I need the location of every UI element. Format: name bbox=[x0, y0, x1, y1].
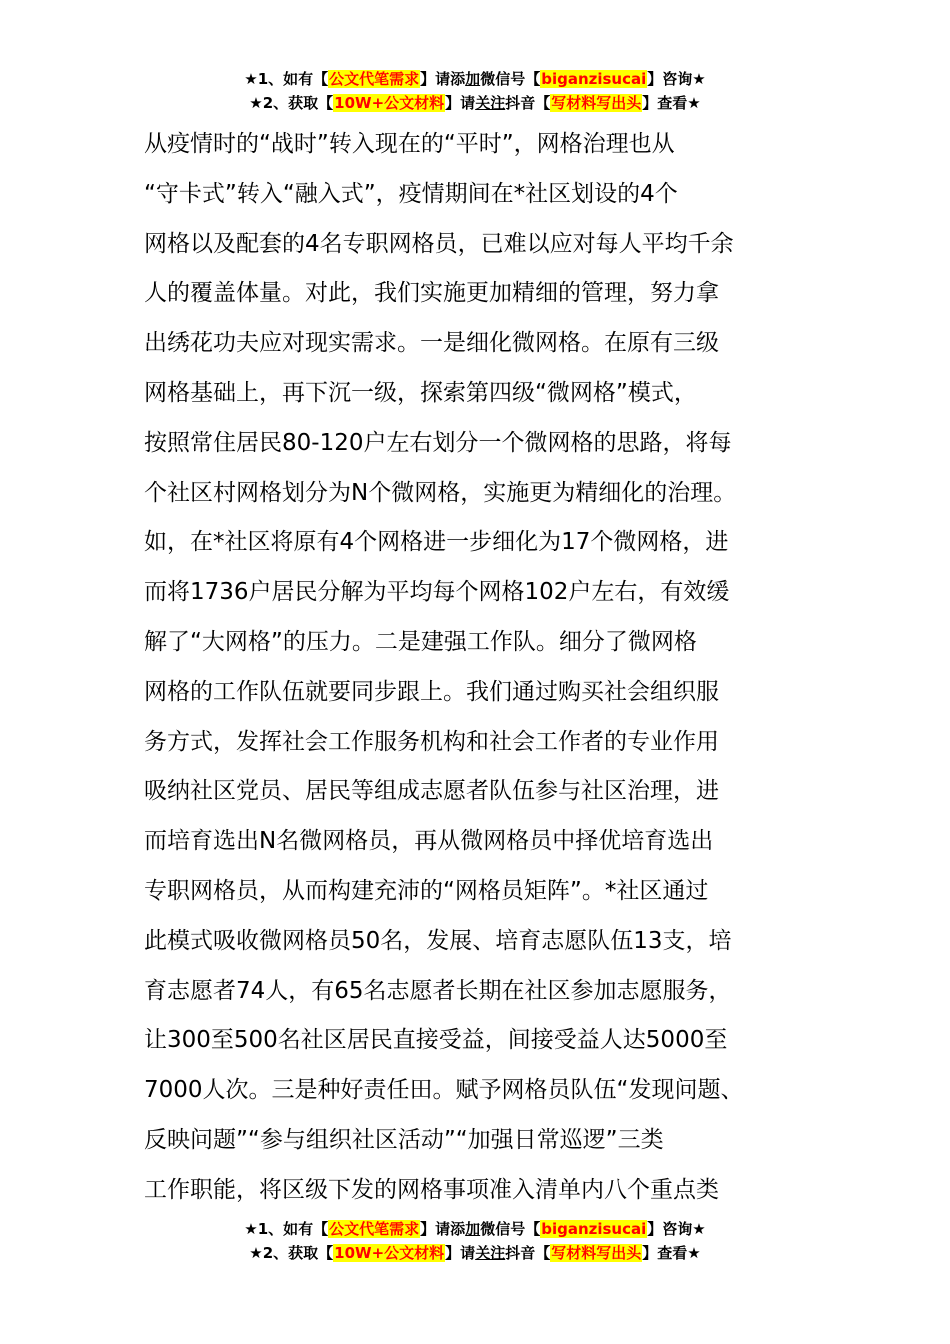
banner-underlined-text: 加 bbox=[465, 1220, 481, 1238]
body-line: 网格的工作队伍就要同步跟上。我们通过购买社会组织服 bbox=[144, 678, 719, 705]
banner-line-1 bbox=[0, 68, 950, 92]
highlight-wechat-id: biganzisucai bbox=[541, 70, 647, 88]
banner-text: 微信号【 bbox=[480, 1220, 541, 1238]
highlight-douyin-account: 写材料写出头 bbox=[551, 1244, 642, 1262]
highlight-materials: 10W+公文材料 bbox=[334, 1244, 445, 1262]
highlight-douyin-account: 写材料写出头 bbox=[551, 94, 642, 112]
banner-text: 】咨询 bbox=[647, 70, 693, 88]
body-line: 出绣花功夫应对现实需求。一是细化微网格。在原有三级 bbox=[144, 330, 719, 357]
banner-text: 】请 bbox=[445, 1244, 476, 1262]
banner-line-1 bbox=[0, 1218, 950, 1242]
banner-underlined-text: 关注 bbox=[475, 94, 506, 112]
banner-underlined-text: 加 bbox=[465, 70, 481, 88]
body-line: 专职网格员，从而构建充沛的“网格员矩阵”。*社区通过 bbox=[144, 877, 709, 904]
header-banner bbox=[0, 68, 950, 116]
star-icon: ★ bbox=[687, 1244, 701, 1262]
banner-text: 】请 bbox=[445, 94, 476, 112]
banner-text: 】查看 bbox=[642, 1244, 688, 1262]
body-line: 让300至500名社区居民直接受益，间接受益人达5000至 bbox=[144, 1027, 728, 1054]
body-line: 吸纳社区党员、居民等组成志愿者队伍参与社区治理，进 bbox=[144, 778, 719, 805]
star-icon: ★ bbox=[249, 94, 263, 112]
banner-text: 】查看 bbox=[642, 94, 688, 112]
star-icon: ★ bbox=[249, 1244, 263, 1262]
body-line: 工作职能，将区级下发的网格事项准入清单内八个重点类 bbox=[144, 1176, 719, 1203]
body-line: 7000人次。三是种好责任田。赋予网格员队伍“发现问题、 bbox=[144, 1077, 744, 1104]
banner-text: 】请添 bbox=[420, 1220, 466, 1238]
document-body bbox=[144, 120, 824, 1216]
footer-banner bbox=[0, 1218, 950, 1266]
body-line: 而将1736户居民分解为平均每个网格102户左右，有效缓 bbox=[144, 579, 730, 606]
highlight-service: 公文代笔需求 bbox=[329, 70, 420, 88]
banner-underlined-text: 关注 bbox=[475, 1244, 506, 1262]
banner-text: 2、获取【 bbox=[262, 94, 334, 112]
star-icon: ★ bbox=[687, 94, 701, 112]
body-line: 从疫情时的“战时”转入现在的“平时”，网格治理也从 bbox=[144, 131, 675, 157]
banner-line-2 bbox=[0, 1242, 950, 1266]
banner-text: 】咨询 bbox=[647, 1220, 693, 1238]
body-line: 而培育选出N名微网格员，再从微网格员中择优培育选出 bbox=[144, 828, 714, 855]
star-icon: ★ bbox=[244, 1220, 258, 1238]
banner-text: 1、如有【 bbox=[257, 70, 329, 88]
body-line: 此模式吸收微网格员50名，发展、培育志愿队伍13支，培 bbox=[144, 927, 732, 954]
body-line: 务方式，发挥社会工作服务机构和社会工作者的专业作用 bbox=[144, 728, 719, 755]
banner-text: 2、获取【 bbox=[262, 1244, 334, 1262]
highlight-wechat-id: biganzisucai bbox=[541, 1220, 647, 1238]
highlight-service: 公文代笔需求 bbox=[329, 1220, 420, 1238]
body-line: 人的覆盖体量。对此，我们实施更加精细的管理，努力拿 bbox=[144, 280, 719, 307]
star-icon: ★ bbox=[692, 1220, 706, 1238]
body-line: 网格以及配套的4名专职网格员，已难以应对每人平均千余 bbox=[144, 230, 734, 257]
banner-text: 微信号【 bbox=[480, 70, 541, 88]
body-line: 如，在*社区将原有4个网格进一步细化为17个微网格，进 bbox=[144, 529, 729, 556]
star-icon: ★ bbox=[692, 70, 706, 88]
banner-text: 1、如有【 bbox=[257, 1220, 329, 1238]
highlight-materials: 10W+公文材料 bbox=[334, 94, 445, 112]
body-line: 个社区村网格划分为N个微网格，实施更为精细化的治理。 bbox=[144, 479, 737, 506]
star-icon: ★ bbox=[244, 70, 258, 88]
body-line: 网格基础上，再下沉一级，探索第四级“微网格”模式， bbox=[144, 379, 697, 406]
banner-text: 抖音【 bbox=[505, 1244, 551, 1262]
body-line: “守卡式”转入“融入式”，疫情期间在*社区划设的4个 bbox=[144, 180, 678, 207]
banner-text: 抖音【 bbox=[505, 94, 551, 112]
body-line: 育志愿者74人，有65名志愿者长期在社区参加志愿服务， bbox=[144, 977, 732, 1004]
body-line: 解了“大网格”的压力。二是建强工作队。细分了微网格 bbox=[144, 628, 697, 655]
banner-line-2 bbox=[0, 92, 950, 116]
body-line: 反映问题”“参与组织社区活动”“加强日常巡逻”三类 bbox=[144, 1126, 664, 1153]
body-line: 按照常住居民80-120户左右划分一个微网格的思路，将每 bbox=[144, 429, 732, 456]
banner-text: 】请添 bbox=[420, 70, 466, 88]
